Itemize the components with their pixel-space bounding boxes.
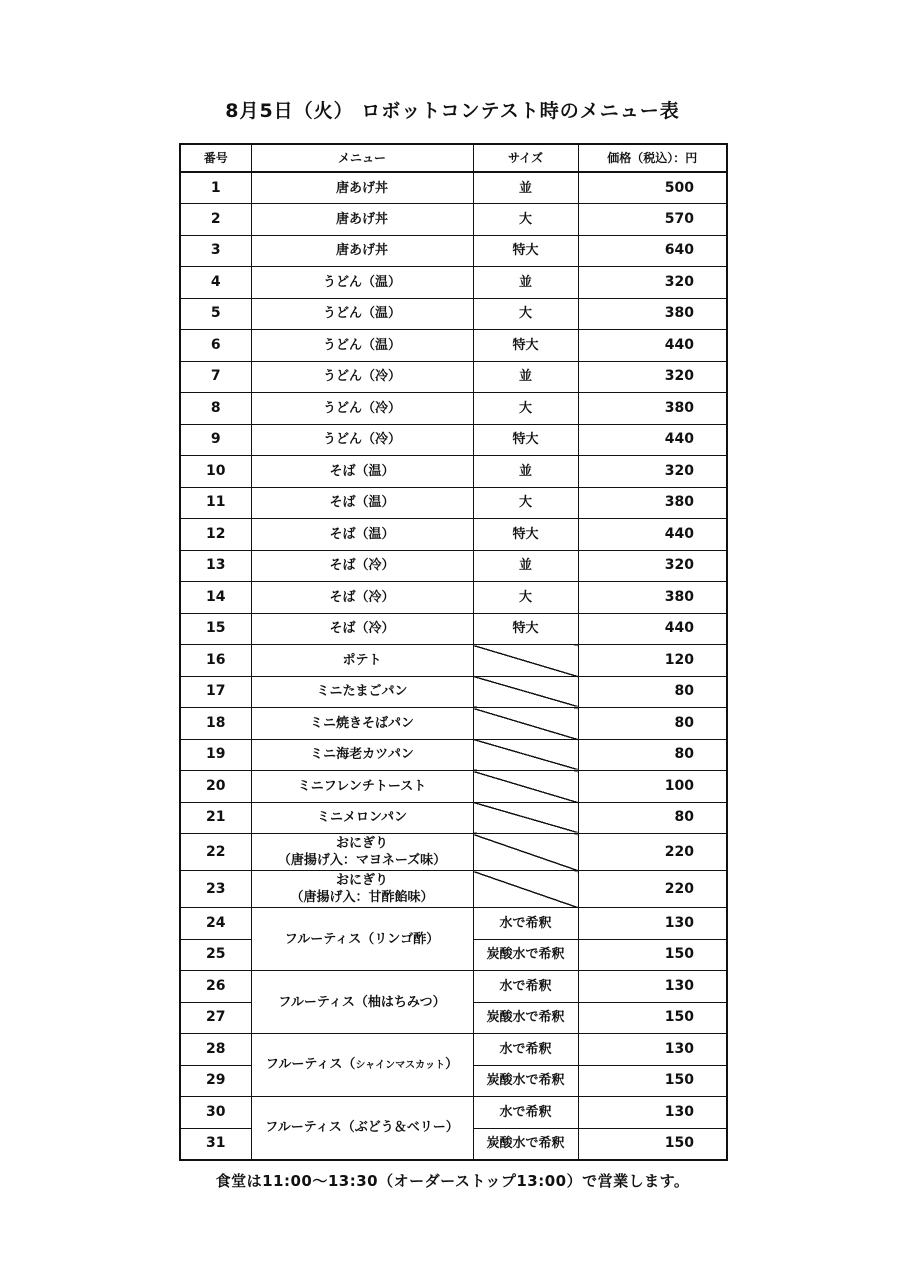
item-price: 150 bbox=[578, 1002, 727, 1034]
item-name: フルーティス（リンゴ酢） bbox=[251, 908, 473, 971]
item-price: 570 bbox=[578, 204, 727, 236]
item-name: 唐あげ丼 bbox=[251, 235, 473, 267]
item-number: 14 bbox=[180, 582, 251, 614]
item-name: そば（冷） bbox=[251, 582, 473, 614]
item-price: 80 bbox=[578, 708, 727, 740]
item-size-not-applicable bbox=[473, 871, 578, 908]
item-number: 13 bbox=[180, 550, 251, 582]
item-size: 特大 bbox=[473, 330, 578, 362]
item-price: 80 bbox=[578, 676, 727, 708]
item-number: 28 bbox=[180, 1034, 251, 1066]
table-header-row bbox=[180, 144, 727, 172]
table-row bbox=[180, 172, 727, 204]
table-row bbox=[180, 204, 727, 236]
item-size: 大 bbox=[473, 298, 578, 330]
item-number: 18 bbox=[180, 708, 251, 740]
item-name: ミニ焼きそばパン bbox=[251, 708, 473, 740]
item-number: 17 bbox=[180, 676, 251, 708]
item-number: 24 bbox=[180, 908, 251, 940]
table-row bbox=[180, 298, 727, 330]
item-price: 220 bbox=[578, 871, 727, 908]
item-number: 12 bbox=[180, 519, 251, 551]
item-price: 500 bbox=[578, 172, 727, 204]
item-number: 2 bbox=[180, 204, 251, 236]
item-price: 130 bbox=[578, 971, 727, 1003]
item-price: 320 bbox=[578, 361, 727, 393]
item-name bbox=[251, 834, 473, 871]
item-size: 炭酸水で希釈 bbox=[473, 939, 578, 971]
item-price: 150 bbox=[578, 1128, 727, 1160]
item-name-line1: おにぎり bbox=[335, 873, 388, 888]
item-number: 23 bbox=[180, 871, 251, 908]
item-number: 7 bbox=[180, 361, 251, 393]
item-number: 3 bbox=[180, 235, 251, 267]
table-row bbox=[180, 456, 727, 488]
item-number: 31 bbox=[180, 1128, 251, 1160]
item-name: うどん（冷） bbox=[251, 361, 473, 393]
item-number: 11 bbox=[180, 487, 251, 519]
item-size: 水で希釈 bbox=[473, 1034, 578, 1066]
item-name: そば（温） bbox=[251, 487, 473, 519]
table-row bbox=[180, 908, 727, 940]
item-price: 380 bbox=[578, 487, 727, 519]
page-title: 8月5日（火） ロボットコンテスト時のメニュー表 bbox=[225, 100, 680, 122]
item-number: 21 bbox=[180, 802, 251, 834]
item-number: 27 bbox=[180, 1002, 251, 1034]
table-row bbox=[180, 871, 727, 908]
table-row bbox=[180, 1097, 727, 1129]
item-name-line2: （唐揚げ入：甘酢餡味） bbox=[290, 890, 434, 905]
table-row bbox=[180, 676, 727, 708]
item-name: うどん（温） bbox=[251, 267, 473, 299]
item-number: 20 bbox=[180, 771, 251, 803]
item-number: 15 bbox=[180, 613, 251, 645]
item-size-not-applicable bbox=[473, 771, 578, 803]
item-name: ミニたまごパン bbox=[251, 676, 473, 708]
table-row bbox=[180, 645, 727, 677]
item-name-line1: おにぎり bbox=[335, 836, 388, 851]
item-size-not-applicable bbox=[473, 645, 578, 677]
table-row bbox=[180, 487, 727, 519]
table-row bbox=[180, 802, 727, 834]
table-row bbox=[180, 361, 727, 393]
item-number: 4 bbox=[180, 267, 251, 299]
table-row bbox=[180, 834, 727, 871]
item-name: うどん（冷） bbox=[251, 424, 473, 456]
item-price: 320 bbox=[578, 267, 727, 299]
item-number: 1 bbox=[180, 172, 251, 204]
item-size-not-applicable bbox=[473, 834, 578, 871]
item-number: 5 bbox=[180, 298, 251, 330]
table-row bbox=[180, 971, 727, 1003]
item-name bbox=[251, 1034, 473, 1097]
item-name: フルーティス（柚はちみつ） bbox=[251, 971, 473, 1034]
item-size: 炭酸水で希釈 bbox=[473, 1002, 578, 1034]
table-row bbox=[180, 613, 727, 645]
item-number: 30 bbox=[180, 1097, 251, 1129]
item-size: 大 bbox=[473, 204, 578, 236]
item-name-prefix: フルーティス（ bbox=[265, 1057, 356, 1072]
item-name: ポテト bbox=[251, 645, 473, 677]
item-name: ミニ海老カツパン bbox=[251, 739, 473, 771]
item-price: 130 bbox=[578, 1097, 727, 1129]
item-name: そば（冷） bbox=[251, 613, 473, 645]
item-name: ミニメロンパン bbox=[251, 802, 473, 834]
header-menu: メニュー bbox=[251, 144, 473, 172]
item-price: 130 bbox=[578, 908, 727, 940]
item-price: 220 bbox=[578, 834, 727, 871]
item-size: 水で希釈 bbox=[473, 1097, 578, 1129]
item-name: そば（冷） bbox=[251, 550, 473, 582]
item-name: 唐あげ丼 bbox=[251, 204, 473, 236]
table-row bbox=[180, 1034, 727, 1066]
item-price: 440 bbox=[578, 424, 727, 456]
item-price: 150 bbox=[578, 939, 727, 971]
item-name: フルーティス（ぶどう＆ベリー） bbox=[251, 1097, 473, 1160]
item-price: 80 bbox=[578, 739, 727, 771]
table-row bbox=[180, 739, 727, 771]
item-price: 320 bbox=[578, 456, 727, 488]
item-number: 26 bbox=[180, 971, 251, 1003]
item-size: 並 bbox=[473, 456, 578, 488]
table-row bbox=[180, 771, 727, 803]
item-price: 380 bbox=[578, 582, 727, 614]
item-size: 並 bbox=[473, 267, 578, 299]
item-price: 150 bbox=[578, 1065, 727, 1097]
item-number: 16 bbox=[180, 645, 251, 677]
item-size: 特大 bbox=[473, 235, 578, 267]
table-row bbox=[180, 235, 727, 267]
item-number: 8 bbox=[180, 393, 251, 425]
table-row bbox=[180, 582, 727, 614]
item-size: 大 bbox=[473, 393, 578, 425]
item-name: うどん（温） bbox=[251, 298, 473, 330]
item-name-line2: （唐揚げ入：マヨネーズ味） bbox=[277, 853, 447, 868]
item-number: 19 bbox=[180, 739, 251, 771]
item-size: 炭酸水で希釈 bbox=[473, 1065, 578, 1097]
item-name: うどん（冷） bbox=[251, 393, 473, 425]
header-price: 価格（税込）：円 bbox=[578, 144, 727, 172]
item-number: 29 bbox=[180, 1065, 251, 1097]
item-size: 特大 bbox=[473, 424, 578, 456]
item-name: 唐あげ丼 bbox=[251, 172, 473, 204]
table-row bbox=[180, 550, 727, 582]
item-name: そば（温） bbox=[251, 519, 473, 551]
table-row bbox=[180, 424, 727, 456]
table-body bbox=[180, 172, 727, 1160]
item-size: 特大 bbox=[473, 519, 578, 551]
table-row bbox=[180, 267, 727, 299]
item-size-not-applicable bbox=[473, 739, 578, 771]
item-name-suffix: ） bbox=[445, 1057, 459, 1072]
header-size: サイズ bbox=[473, 144, 578, 172]
item-size: 大 bbox=[473, 487, 578, 519]
item-price: 640 bbox=[578, 235, 727, 267]
item-price: 80 bbox=[578, 802, 727, 834]
item-price: 380 bbox=[578, 298, 727, 330]
menu-table bbox=[179, 143, 728, 1161]
item-size: 炭酸水で希釈 bbox=[473, 1128, 578, 1160]
item-number: 9 bbox=[180, 424, 251, 456]
item-size: 並 bbox=[473, 361, 578, 393]
table-row bbox=[180, 393, 727, 425]
item-name-flavor: シャインマスカット bbox=[355, 1060, 446, 1071]
item-name bbox=[251, 871, 473, 908]
item-size: 大 bbox=[473, 582, 578, 614]
item-number: 10 bbox=[180, 456, 251, 488]
opening-hours-note: 食堂は11:00～13:30（オーダーストップ13:00）で営業します。 bbox=[215, 1172, 690, 1190]
item-price: 320 bbox=[578, 550, 727, 582]
item-price: 440 bbox=[578, 613, 727, 645]
item-size-not-applicable bbox=[473, 802, 578, 834]
table-row bbox=[180, 708, 727, 740]
item-number: 6 bbox=[180, 330, 251, 362]
item-name: うどん（温） bbox=[251, 330, 473, 362]
item-price: 440 bbox=[578, 519, 727, 551]
header-number: 番号 bbox=[180, 144, 251, 172]
item-name: ミニフレンチトースト bbox=[251, 771, 473, 803]
item-price: 120 bbox=[578, 645, 727, 677]
item-size: 特大 bbox=[473, 613, 578, 645]
table-row bbox=[180, 330, 727, 362]
table-row bbox=[180, 519, 727, 551]
item-size: 並 bbox=[473, 550, 578, 582]
item-price: 440 bbox=[578, 330, 727, 362]
item-size: 水で希釈 bbox=[473, 971, 578, 1003]
item-price: 130 bbox=[578, 1034, 727, 1066]
item-size-not-applicable bbox=[473, 676, 578, 708]
item-price: 100 bbox=[578, 771, 727, 803]
item-size: 並 bbox=[473, 172, 578, 204]
item-size-not-applicable bbox=[473, 708, 578, 740]
item-price: 380 bbox=[578, 393, 727, 425]
item-number: 22 bbox=[180, 834, 251, 871]
item-name: そば（温） bbox=[251, 456, 473, 488]
item-size: 水で希釈 bbox=[473, 908, 578, 940]
item-number: 25 bbox=[180, 939, 251, 971]
